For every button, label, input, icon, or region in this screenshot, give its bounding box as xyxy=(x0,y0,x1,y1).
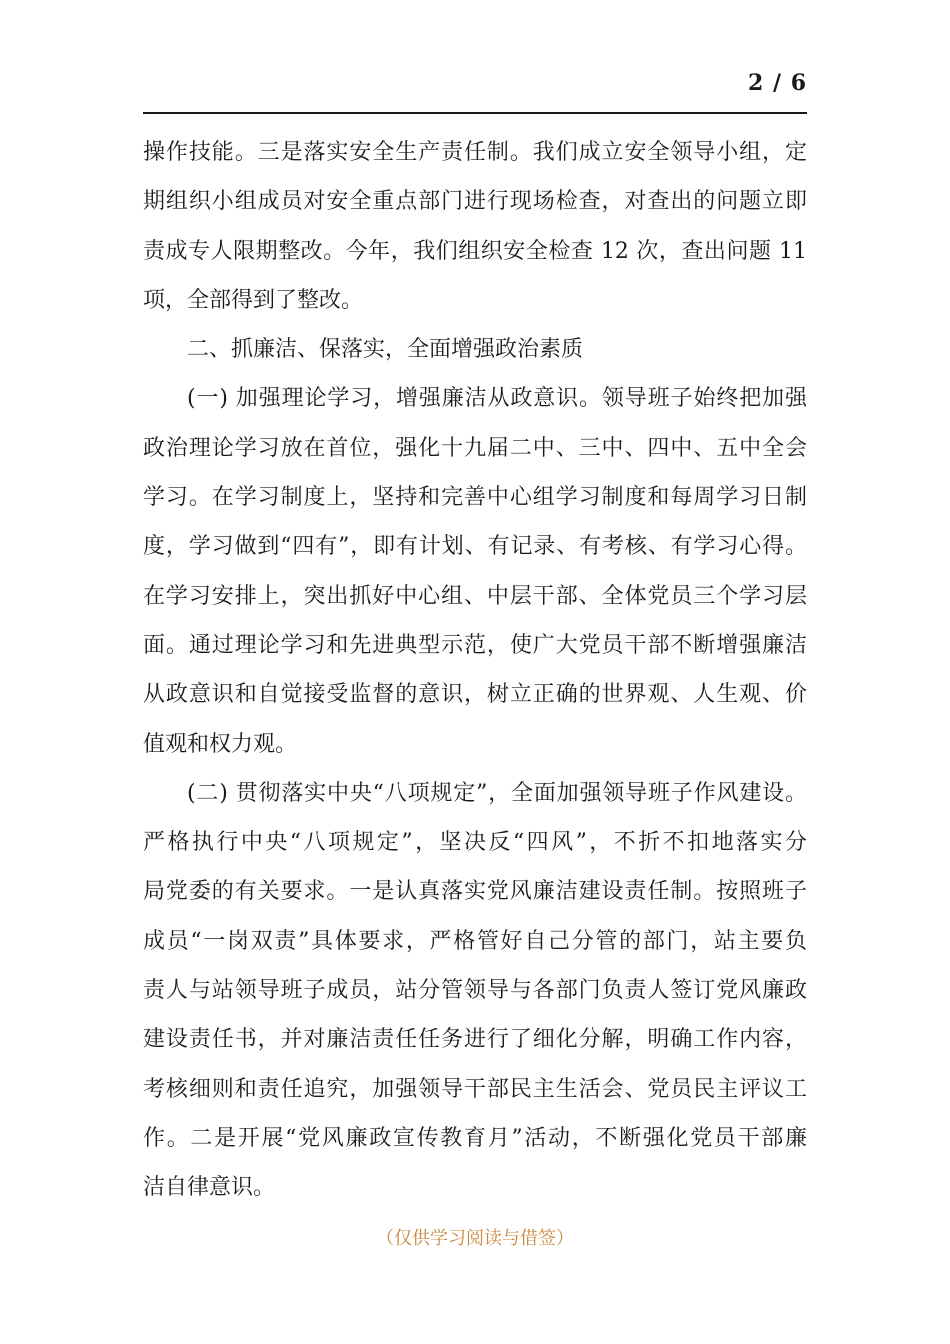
text-line: 操作技能。三是落实安全生产责任制。我们成立安全领导小组，定 xyxy=(143,140,807,165)
text-line: 责成专人限期整改。今年，我们组织安全检查 12 次，查出问题 11 xyxy=(143,238,807,264)
text-line: (二) 贯彻落实中央“八项规定”，全面加强领导班子作风建设。 xyxy=(187,780,807,806)
page-number: 2 / 6 xyxy=(748,70,807,96)
footer-note: （仅供学习阅读与借签） xyxy=(376,1228,574,1249)
text-line: 责人与站领导班子成员，站分管领导与各部门负责人签订党风廉政 xyxy=(143,978,807,1004)
text-line: 局党委的有关要求。一是认真落实党风廉洁建设责任制。按照班子 xyxy=(143,879,807,905)
text-line: 度，学习做到“四有”，即有计划、有记录、有考核、有学习心得。 xyxy=(143,534,807,560)
text-line: (一) 加强理论学习，增强廉洁从政意识。领导班子始终把加强 xyxy=(187,386,807,412)
text-line: 期组织小组成员对安全重点部门进行现场检查，对查出的问题立即 xyxy=(143,189,807,215)
text-line: 在学习安排上，突出抓好中心组、中层干部、全体党员三个学习层 xyxy=(143,583,807,609)
text-line: 严格执行中央“八项规定”，坚决反“四风”，不折不扣地落实分 xyxy=(143,830,807,856)
text-line: 值观和权力观。 xyxy=(143,731,298,757)
text-line: 二、抓廉洁、保落实，全面增强政治素质 xyxy=(187,337,584,363)
header-divider xyxy=(143,112,807,114)
text-line: 从政意识和自觉接受监督的意识，树立正确的世界观、人生观、价 xyxy=(143,682,807,708)
text-line: 学习。在学习制度上，坚持和完善中心组学习制度和每周学习日制 xyxy=(143,485,807,511)
text-line: 项，全部得到了整改。 xyxy=(143,287,364,313)
text-line: 面。通过理论学习和先进典型示范，使广大党员干部不断增强廉洁 xyxy=(143,632,807,658)
text-line: 考核细则和责任追究，加强领导干部民主生活会、党员民主评议工 xyxy=(143,1076,807,1102)
text-line: 政治理论学习放在首位，强化十九届二中、三中、四中、五中全会 xyxy=(143,435,807,461)
text-line: 作。二是开展“党风廉政宣传教育月”活动，不断强化党员干部廉 xyxy=(143,1125,807,1151)
document-body xyxy=(143,128,807,1213)
text-line: 成员“一岗双责”具体要求，严格管好自己分管的部门，站主要负 xyxy=(143,928,807,954)
text-line: 洁自律意识。 xyxy=(143,1175,276,1201)
text-line: 建设责任书，并对廉洁责任任务进行了细化分解，明确工作内容， xyxy=(143,1027,807,1053)
